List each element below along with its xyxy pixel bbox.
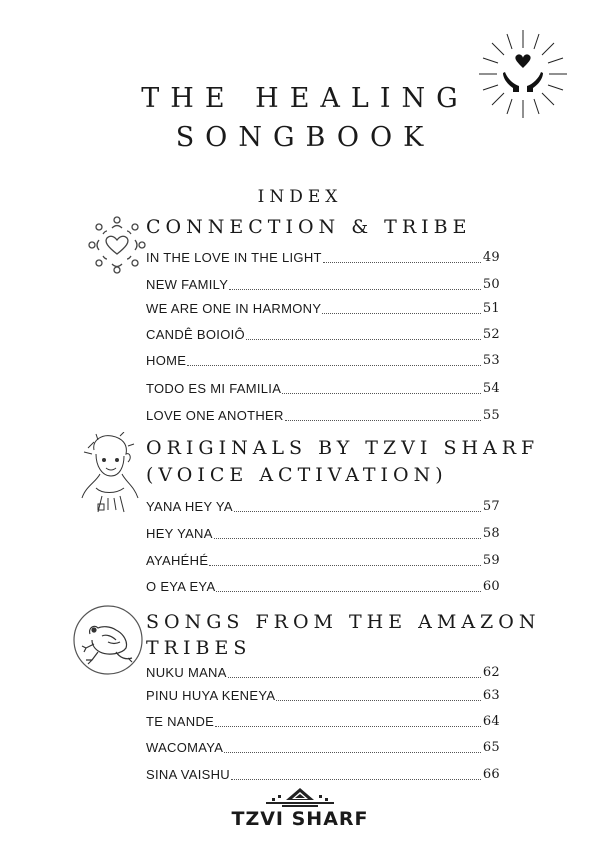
dot-leader: [234, 511, 481, 512]
section-heading-originals: ORIGINALS BY TZVI SHARF: [146, 437, 540, 459]
entry-page: 50: [482, 277, 500, 292]
dot-leader: [215, 726, 481, 727]
entry-page: 58: [482, 526, 500, 541]
index-entry[interactable]: [146, 739, 500, 755]
entry-page: 53: [482, 353, 500, 368]
index-entry[interactable]: [146, 552, 500, 568]
index-entry[interactable]: [146, 352, 500, 368]
dot-leader: [228, 677, 481, 678]
index-entry[interactable]: [146, 300, 500, 316]
entry-title: LOVE ONE ANOTHER: [146, 408, 284, 423]
entry-title: TE NANDE: [146, 714, 215, 729]
dot-leader: [246, 339, 481, 340]
entry-title: NEW FAMILY: [146, 277, 229, 292]
index-entry[interactable]: [146, 276, 500, 292]
logo-pattern-icon: [262, 786, 338, 808]
brand-logo: TZVI SHARF: [231, 808, 369, 830]
dot-leader: [216, 591, 481, 592]
dot-leader: [231, 779, 481, 780]
index-entry[interactable]: [146, 713, 500, 729]
dot-leader: [282, 393, 481, 394]
entry-title: TODO ES MI FAMILIA: [146, 381, 282, 396]
index-entry[interactable]: [146, 380, 500, 396]
index-heading: INDEX: [257, 187, 343, 207]
entry-page: 63: [482, 688, 500, 703]
entry-title: WE ARE ONE IN HARMONY: [146, 301, 322, 316]
page-title-line-2: SONGBOOK: [175, 122, 435, 153]
entry-page: 59: [482, 553, 500, 568]
dot-leader: [285, 420, 481, 421]
entry-page: 62: [482, 665, 500, 680]
page-title-line-1: THE HEALING: [141, 83, 469, 114]
dot-leader: [209, 565, 481, 566]
dot-leader: [323, 262, 481, 263]
entry-title: AYAHÉHÉ: [146, 553, 209, 568]
entry-title: HEY YANA: [146, 526, 213, 541]
entry-page: 49: [482, 250, 500, 265]
index-entry[interactable]: [146, 407, 500, 423]
entry-title: HOME: [146, 353, 187, 368]
entry-page: 64: [482, 714, 500, 729]
entry-page: 52: [482, 327, 500, 342]
entry-page: 60: [482, 579, 500, 594]
entry-title: PINU HUYA KENEYA: [146, 688, 276, 703]
entry-title: SINA VAISHU: [146, 767, 230, 782]
section-heading-connection-tribe: CONNECTION & TRIBE: [146, 216, 472, 238]
entry-page: 54: [482, 381, 500, 396]
heart-circle-icon: [86, 214, 148, 276]
entry-page: 51: [482, 301, 500, 316]
portrait-sketch-icon: [76, 432, 146, 516]
index-entry[interactable]: [146, 766, 500, 782]
index-entry[interactable]: [146, 687, 500, 703]
entry-title: YANA HEY YA: [146, 499, 233, 514]
dot-leader: [276, 700, 481, 701]
entry-title: IN THE LOVE IN THE LIGHT: [146, 250, 322, 265]
entry-title: WACOMAYA: [146, 740, 224, 755]
dot-leader: [224, 752, 481, 753]
dot-leader: [214, 538, 481, 539]
entry-page: 57: [482, 499, 500, 514]
index-entry[interactable]: [146, 326, 500, 342]
entry-page: 66: [482, 767, 500, 782]
index-entry[interactable]: [146, 525, 500, 541]
dot-leader: [187, 365, 481, 366]
section-heading-originals-subtitle: (VOICE ACTIVATION): [146, 464, 448, 486]
entry-title: NUKU MANA: [146, 665, 227, 680]
dot-leader: [322, 313, 481, 314]
section-heading-amazon-line-2: TRIBES: [146, 637, 252, 659]
index-entry[interactable]: [146, 498, 500, 514]
section-heading-amazon: SONGS FROM THE AMAZON: [146, 611, 541, 633]
entry-page: 55: [482, 408, 500, 423]
frog-icon: [72, 604, 144, 676]
index-entry[interactable]: [146, 578, 500, 594]
index-entry[interactable]: [146, 664, 500, 680]
entry-page: 65: [482, 740, 500, 755]
index-entry[interactable]: [146, 249, 500, 265]
entry-title: CANDÊ BOIOIÔ: [146, 327, 245, 342]
dot-leader: [229, 289, 481, 290]
entry-title: O EYA EYA: [146, 579, 216, 594]
